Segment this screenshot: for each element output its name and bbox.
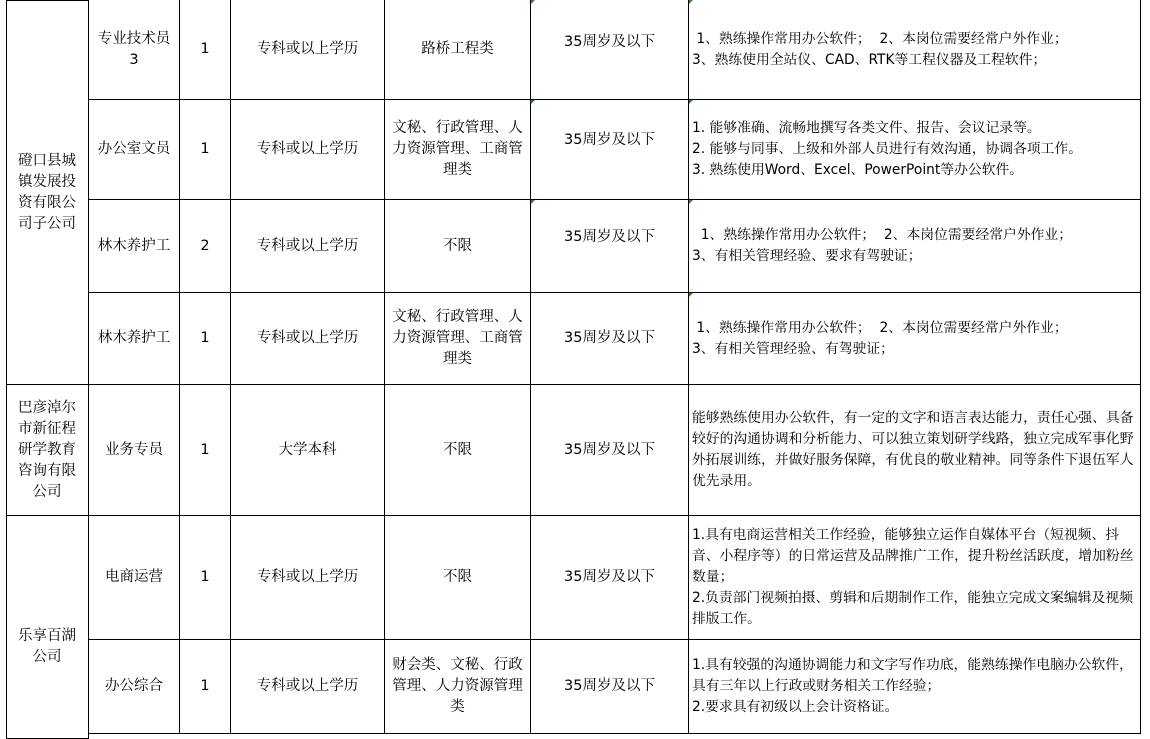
cell-education[interactable]: 专科或以上学历 — [231, 0, 385, 100]
comment-marker — [689, 0, 693, 4]
cell-count[interactable]: 1 — [180, 640, 231, 734]
cell-requirements[interactable]: 1、熟练操作常用办公软件； 2、本岗位需要经常户外作业； 3、有相关管理经验、有驾驶证； — [689, 293, 1141, 385]
cell-age[interactable]: 35周岁及以下 — [531, 0, 689, 100]
cell-education[interactable]: 大学本科 — [231, 385, 385, 516]
comment-marker — [531, 0, 535, 4]
cell-count[interactable]: 1 — [180, 0, 231, 100]
cell-education[interactable]: 专科或以上学历 — [231, 200, 385, 293]
cell-requirements[interactable]: 1、熟练操作常用办公软件； 2、本岗位需要经常户外作业； 3、有相关管理经验、要求有驾驶证； — [689, 200, 1141, 293]
cell-company-3[interactable]: 乐享百湖公司 — [6, 516, 89, 739]
cell-education[interactable]: 专科或以上学历 — [231, 640, 385, 734]
cell-major[interactable]: 不限 — [385, 385, 531, 516]
cell-major[interactable]: 不限 — [385, 516, 531, 640]
cell-age[interactable]: 35周岁及以下 — [531, 200, 689, 293]
cell-education[interactable]: 专科或以上学历 — [231, 293, 385, 385]
cell-age[interactable]: 35周岁及以下 — [531, 516, 689, 640]
cell-position[interactable]: 办公综合 — [89, 640, 180, 734]
cell-company-2[interactable]: 巴彦淖尔市新征程研学教育咨询有限公司 — [6, 385, 89, 516]
cell-position[interactable]: 林木养护工 — [89, 293, 180, 385]
cell-count[interactable]: 1 — [180, 385, 231, 516]
comment-marker — [689, 200, 693, 204]
cell-position[interactable]: 电商运营 — [89, 516, 180, 640]
comment-marker — [531, 200, 535, 204]
cell-requirements[interactable]: 1.具有较强的沟通协调能力和文字写作功底，能熟练操作电脑办公软件，具有三年以上行政或财务相关工作经验； 2.要求具有初级以上会计资格证。 — [689, 640, 1141, 734]
cell-requirements[interactable]: 能够熟练使用办公软件，有一定的文字和语言表达能力，责任心强、具备较好的沟通协调和分析能力、可以独立策划研学线路，独立完成军事化野外拓展训练，并做好服务保障，有优良的敬业精神。同等条件下退伍军人优先录用。 — [689, 385, 1141, 516]
cell-age[interactable]: 35周岁及以下 — [531, 100, 689, 200]
cell-requirements[interactable]: 1、熟练操作常用办公软件； 2、本岗位需要经常户外作业； 3、熟练使用全站仪、CAD、RTK等工程仪器及工程软件； — [689, 0, 1141, 100]
cell-count[interactable]: 2 — [180, 200, 231, 293]
cell-position[interactable]: 林木养护工 — [89, 200, 180, 293]
cell-education[interactable]: 专科或以上学历 — [231, 516, 385, 640]
cell-major[interactable]: 财会类、文秘、行政管理、人力资源管理类 — [385, 640, 531, 734]
cell-major[interactable]: 文秘、行政管理、人力资源管理、工商管理类 — [385, 293, 531, 385]
cell-position[interactable]: 业务专员 — [89, 385, 180, 516]
cell-education[interactable]: 专科或以上学历 — [231, 100, 385, 200]
cell-requirements[interactable]: 1. 能够准确、流畅地撰写各类文件、报告、会议记录等。 2. 能够与同事、上级和外部人员进行有效沟通，协调各项工作。 3. 熟练使用Word、Excel、PowerPoint等办公软件。 — [689, 100, 1141, 200]
cell-requirements[interactable]: 1.具有电商运营相关工作经验，能够独立运作自媒体平台（短视频、抖音、小程序等）的日常运营及品牌推广工作，提升粉丝活跃度，增加粉丝数量； 2.负责部门视频拍摄、剪辑和后期制作工作，能独立完成文案编辑及视频排版工作。 — [689, 516, 1141, 640]
cell-count[interactable]: 1 — [180, 100, 231, 200]
cell-count[interactable]: 1 — [180, 293, 231, 385]
cell-age[interactable]: 35周岁及以下 — [531, 293, 689, 385]
comment-marker — [689, 293, 693, 297]
cell-company-1[interactable]: 磴口县城镇发展投资有限公司子公司 — [6, 0, 89, 385]
cell-major[interactable]: 不限 — [385, 200, 531, 293]
comment-marker — [689, 100, 693, 104]
cell-major[interactable]: 路桥工程类 — [385, 0, 531, 100]
cell-count[interactable]: 1 — [180, 516, 231, 640]
cell-major[interactable]: 文秘、行政管理、人力资源管理、工商管理类 — [385, 100, 531, 200]
comment-marker — [531, 100, 535, 104]
cell-age[interactable]: 35周岁及以下 — [531, 385, 689, 516]
cell-age[interactable]: 35周岁及以下 — [531, 640, 689, 734]
cell-position[interactable]: 专业技术员3 — [89, 0, 180, 100]
cell-position[interactable]: 办公室文员 — [89, 100, 180, 200]
